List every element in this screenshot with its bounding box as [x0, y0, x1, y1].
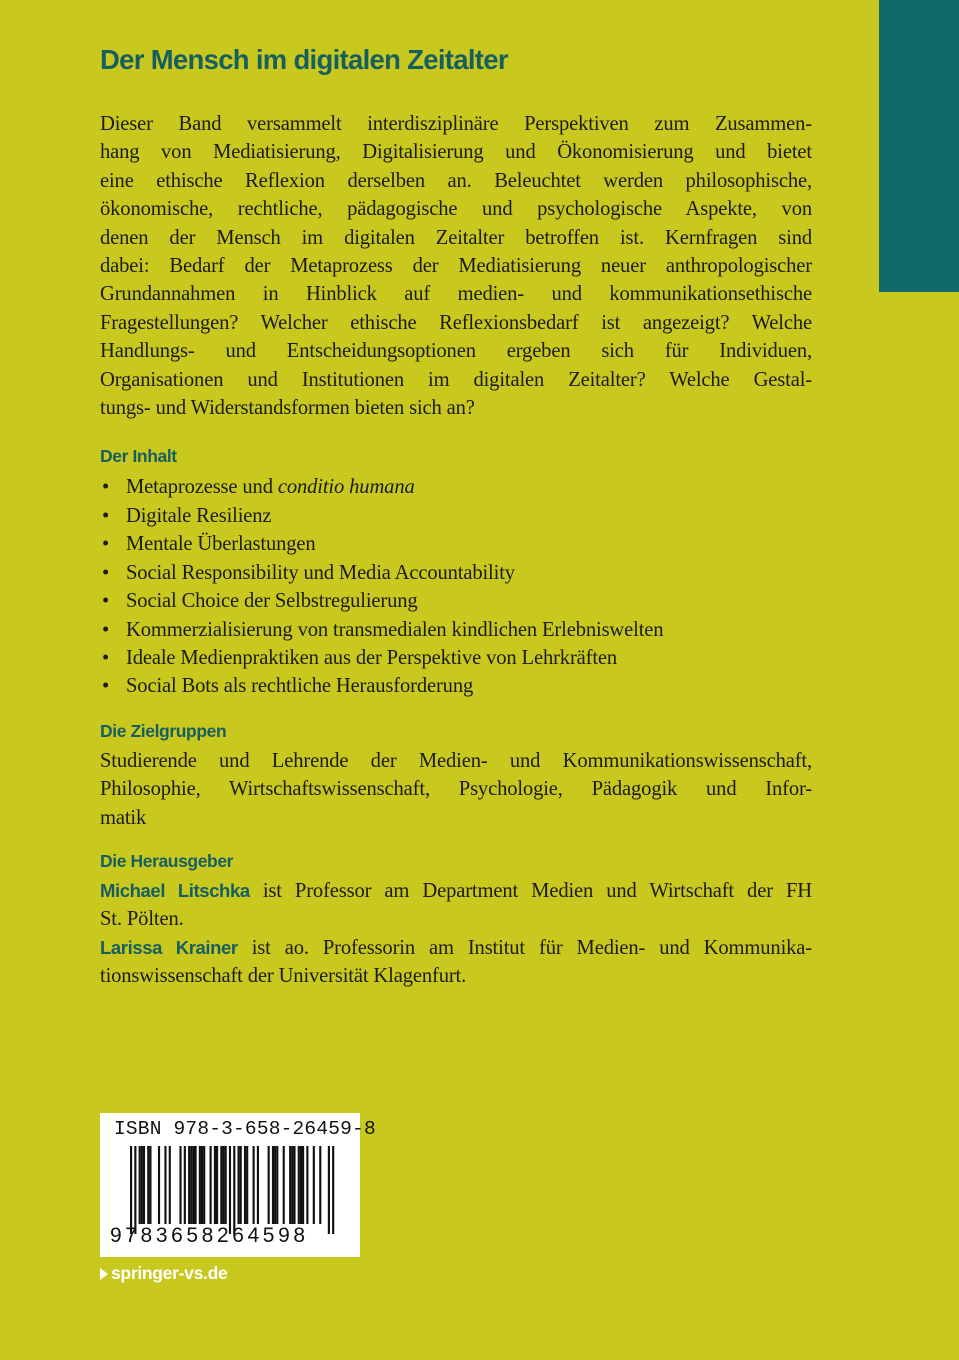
barcode-bar: [188, 1146, 190, 1224]
list-item-text: Social Choice der Selbstregulierung: [126, 590, 418, 613]
barcode-bar: [257, 1146, 259, 1224]
barcode-bar: [313, 1146, 315, 1224]
zielgruppen-line: matik: [100, 806, 147, 829]
zielgruppen-line: Philosophie, Wirtschaftswissenschaft, Psychologie, Pädagogik und Infor-: [100, 778, 812, 801]
isbn-barcode: [100, 1113, 376, 1257]
list-item: [100, 473, 812, 501]
list-item: [100, 616, 812, 644]
list-item-text: Digitale Resilienz: [126, 504, 272, 527]
list-item: [100, 644, 812, 672]
intro-line: Grundannahmen in Hinblick auf medien- und kommunikationsethische: [100, 283, 812, 306]
zielgruppen-paragraph: [100, 747, 812, 832]
barcode-bar: [246, 1146, 248, 1224]
editor2-line: [100, 934, 812, 962]
barcode-bar: [233, 1146, 235, 1234]
barcode-bar: [253, 1146, 255, 1224]
barcode-bar: [328, 1146, 330, 1234]
editor1-name: Michael Litschka: [100, 879, 250, 901]
barcode-bar: [141, 1146, 143, 1224]
barcode-bar: [276, 1146, 278, 1224]
barcode-bar: [158, 1146, 160, 1224]
barcode-bar: [238, 1146, 240, 1224]
teal-tab-band: [879, 0, 959, 292]
barcode-bar: [130, 1146, 132, 1234]
barcode-bar: [216, 1146, 218, 1224]
book-title: Der Mensch im digitalen Zeitalter: [100, 44, 508, 75]
editor1-text: ist Professor am Department Medien und Wirtschaft der FH: [249, 879, 813, 902]
barcode-bar: [283, 1146, 285, 1224]
barcode-bar: [199, 1146, 201, 1224]
section-heading-herausgeber: Die Herausgeber: [100, 850, 234, 871]
intro-line: tungs- und Widerstandsformen bieten sich an?: [100, 397, 475, 420]
isbn-label: ISBN 978-3-658-26459-8: [114, 1118, 376, 1140]
barcode-bar: [184, 1146, 186, 1224]
list-item-italic-text: conditio humana: [277, 476, 415, 499]
intro-line: Dieser Band versammelt interdisziplinäre Perspektiven zum Zusammen-: [100, 113, 812, 135]
list-item: [100, 502, 812, 530]
section-heading-inhalt: Der Inhalt: [100, 446, 177, 467]
barcode-bar: [139, 1146, 141, 1224]
barcode-bar: [289, 1146, 291, 1224]
barcode-bar: [149, 1146, 151, 1224]
intro-paragraph: [100, 110, 812, 422]
intro-line: Organisationen und Institutionen im digitalen Zeitalter? Welche Gestal-: [100, 368, 812, 391]
list-item: [100, 672, 812, 700]
barcode-bar: [134, 1146, 136, 1234]
website-link[interactable]: [100, 1263, 227, 1284]
barcode-bar: [179, 1146, 181, 1224]
barcode-bar: [302, 1146, 304, 1224]
barcode-bar: [201, 1146, 203, 1224]
barcode-bar: [291, 1146, 293, 1224]
contents-list: [100, 473, 812, 700]
barcode-bar: [300, 1146, 302, 1224]
barcode-bar: [214, 1146, 216, 1224]
list-item: [100, 530, 812, 558]
intro-line: hang von Mediatisierung, Digitalisierung und Ökonomisierung und bietet: [100, 141, 812, 164]
website-text: springer-vs.de: [111, 1263, 228, 1283]
barcode-bar: [268, 1146, 270, 1224]
list-item-text: Metaprozesse und: [126, 476, 278, 499]
intro-line: dabei: Bedarf der Metaprozess der Mediatisierung neuer anthropologischer: [100, 255, 812, 278]
barcode-bar: [225, 1146, 227, 1224]
editor2-text: ist ao. Professorin am Institut für Medien- und Kommunika-: [237, 936, 812, 959]
barcode-bar: [293, 1146, 295, 1224]
intro-line: denen der Mensch im digitalen Zeitalter betroffen ist. Kernfragen sind: [100, 226, 812, 249]
list-item-text: Mentale Überlastungen: [126, 533, 316, 556]
barcode-bar: [244, 1146, 246, 1224]
intro-line: eine ethische Reflexion derselben an. Beleuchtet werden philosophische,: [100, 169, 812, 192]
bullet-icon: •: [102, 533, 110, 556]
intro-line: ökonomische, rechtliche, pädagogische und psychologische Aspekte, von: [100, 198, 812, 221]
barcode-bar: [192, 1146, 194, 1224]
barcode-bar: [274, 1146, 276, 1224]
barcode-bar: [306, 1146, 308, 1224]
list-item: [100, 587, 812, 615]
bullet-icon: •: [102, 561, 110, 584]
section-heading-zielgruppen: Die Zielgruppen: [100, 720, 227, 741]
barcode-bar: [203, 1146, 205, 1224]
list-item-text: Ideale Medienpraktiken aus der Perspektive von Lehrkräften: [126, 646, 618, 669]
herausgeber-paragraph: [100, 877, 812, 991]
barcode-bar: [220, 1146, 222, 1224]
barcode-bar: [147, 1146, 149, 1224]
editor1-line: St. Pölten.: [100, 908, 184, 931]
editor2-name: Larissa Krainer: [100, 936, 238, 958]
barcode-bar: [210, 1146, 212, 1224]
list-item-text: Kommerzialisierung von transmedialen kindlichen Erlebniswelten: [126, 618, 664, 641]
barcode-bar: [240, 1146, 242, 1224]
zielgruppen-line: Studierende und Lehrende der Medien- und Kommunikationswissenschaft,: [100, 749, 812, 772]
bullet-icon: •: [102, 504, 110, 527]
barcode-bar: [164, 1146, 166, 1224]
barcode-bar: [169, 1146, 171, 1224]
bullet-icon: •: [102, 618, 110, 641]
editor1-line: [100, 877, 812, 905]
barcode-bar: [222, 1146, 224, 1224]
barcode-bar: [190, 1146, 192, 1224]
barcode-bar: [229, 1146, 231, 1234]
list-item-text: Social Bots als rechtliche Herausforderung: [126, 675, 474, 698]
barcode-digits: 9783658264598: [110, 1224, 309, 1247]
bullet-icon: •: [102, 476, 110, 499]
bullet-icon: •: [102, 590, 110, 613]
barcode-bar: [143, 1146, 145, 1224]
intro-line: Fragestellungen? Welcher ethische Reflexionsbedarf ist angezeigt? Welche: [100, 311, 812, 334]
arrow-right-icon: [100, 1268, 108, 1280]
editor2-line: tionswissenschaft der Universität Klagenfurt.: [100, 965, 467, 988]
barcode-bar: [195, 1146, 197, 1224]
intro-line: Handlungs- und Entscheidungsoptionen ergeben sich für Individuen,: [100, 340, 812, 363]
list-item: [100, 559, 812, 587]
back-cover-content: [100, 110, 812, 991]
barcode-bar: [319, 1146, 321, 1224]
bullet-icon: •: [102, 675, 110, 698]
barcode-bar: [332, 1146, 334, 1234]
barcode-bar: [272, 1146, 274, 1224]
bullet-icon: •: [102, 646, 110, 669]
barcode-bar: [298, 1146, 300, 1224]
list-item-text: Social Responsibility und Media Accountability: [126, 561, 515, 584]
